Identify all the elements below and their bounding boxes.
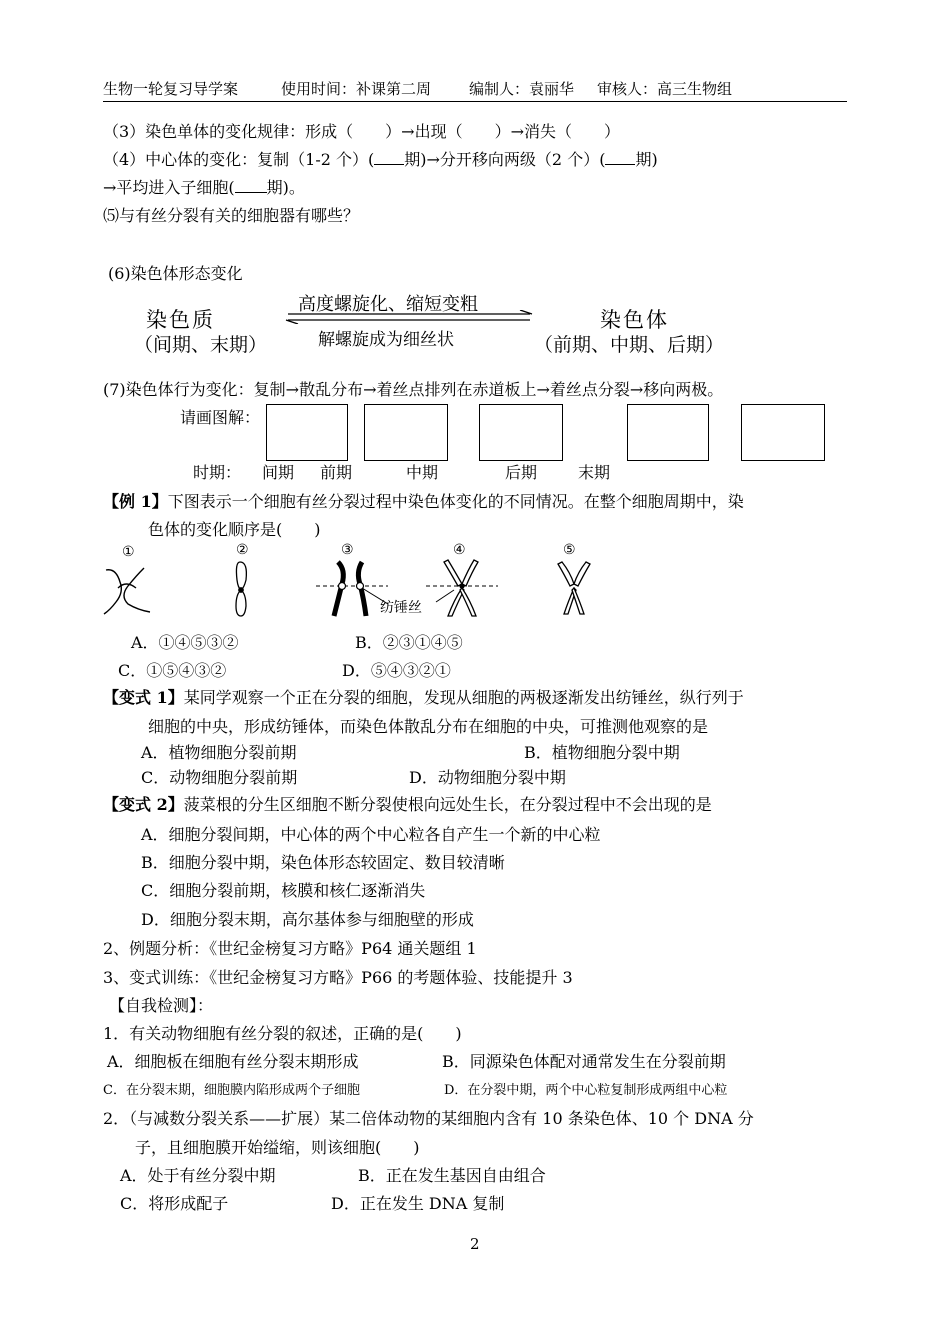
draw-box-metaphase[interactable] (479, 404, 563, 461)
example1-opt-a[interactable]: A．①④⑤③② (131, 633, 239, 652)
variant2-opt-d[interactable]: D．细胞分裂末期，高尔基体参与细胞壁的形成 (141, 910, 474, 929)
variant1-tag: 【变式 1】 (103, 688, 184, 707)
blank[interactable] (235, 178, 267, 193)
variant1-opt-a[interactable]: A．植物细胞分裂前期 (141, 743, 297, 762)
example1-stem-line1: 下图表示一个细胞有丝分裂过程中染色体变化的不同情况。在整个细胞周期中，染 (167, 492, 744, 511)
example1-opt-c[interactable]: C．①⑤④③② (118, 661, 227, 680)
example1-opt-b[interactable]: B．②③①④⑤ (355, 633, 463, 652)
blank[interactable] (374, 150, 404, 165)
variant1-opt-d[interactable]: D．动物细胞分裂中期 (409, 768, 566, 787)
item-4-part-c: 期) (635, 150, 658, 169)
blank[interactable] (605, 150, 635, 165)
draw-box-telophase[interactable] (741, 404, 825, 461)
item-4-part-d: →平均进入子细胞( (103, 178, 235, 197)
anaphase-chromosome-icon (316, 562, 388, 616)
variant2-tag: 【变式 2】 (103, 795, 184, 814)
page-number: 2 (470, 1235, 480, 1253)
item-4 (103, 147, 658, 170)
item-4-part-a: （4）中心体的变化：复制（1-2 个）( (103, 150, 375, 169)
header-editor: 编制人：袁丽华 (469, 80, 575, 98)
example1-stem-line2: 色体的变化顺序是( ) (148, 520, 321, 539)
analysis-line-3: 3、变式训练：《世纪金榜复习方略》P66 的考题体验、技能提升 3 (103, 968, 573, 987)
spindle-label: 纺锤丝 (380, 600, 422, 616)
period-telophase: 末期 (578, 463, 611, 482)
arrow-bottom-label: 解螺旋成为细丝状 (318, 330, 454, 350)
fig-label-1: ① (122, 544, 135, 560)
period-prophase: 前期 (320, 463, 353, 482)
selfcheck-q2-opt-a[interactable]: A．处于有丝分裂中期 (120, 1166, 276, 1185)
draw-box-anaphase[interactable] (627, 404, 709, 461)
item-5: ⑸与有丝分裂有关的细胞器有哪些？ (103, 206, 360, 225)
selfcheck-q1-opt-d[interactable]: D．在分裂中期，两个中心粒复制形成两组中心粒 (444, 1083, 728, 1098)
variant2-stem (103, 792, 712, 815)
period-interphase: 间期 (262, 463, 295, 482)
variant1-stem-line2: 细胞的中央，形成纺锤体，而染色体散乱分布在细胞的中央，可推测他观察的是 (148, 717, 709, 736)
draw-box-interphase[interactable] (266, 404, 348, 461)
selfcheck-q2-line2: 子，且细胞膜开始缢缩，则该细胞( ) (135, 1138, 420, 1157)
single-chromosome-icon (236, 562, 246, 616)
period-label: 时期： (193, 463, 242, 482)
x-chromosome-icon (558, 562, 590, 614)
header-subject: 生物一轮复习导学案 (103, 80, 239, 98)
example1-opt-d[interactable]: D．⑤④③②① (342, 661, 451, 680)
fig-label-3: ③ (341, 542, 354, 558)
variant2-opt-c[interactable]: C．细胞分裂前期，核膜和核仁逐渐消失 (141, 881, 426, 900)
fig-label-4: ④ (453, 542, 466, 558)
item-4-part-e: 期)。 (266, 178, 305, 197)
variant2-opt-a[interactable]: A．细胞分裂间期，中心体的两个中心粒各自产生一个新的中心粒 (141, 825, 601, 844)
item-6: (6)染色体形态变化 (108, 264, 243, 283)
draw-prompt: 请画图解： (180, 408, 261, 427)
period-anaphase: 后期 (505, 463, 538, 482)
variant1-stem (103, 685, 744, 708)
selfcheck-q1: 1．有关动物细胞有丝分裂的叙述，正确的是( ) (103, 1024, 462, 1043)
chromatin-periods: （间期、末期） (134, 334, 268, 356)
selfcheck-q2-opt-d[interactable]: D．正在发生 DNA 复制 (331, 1194, 505, 1213)
item-4-cont (103, 175, 305, 198)
selfcheck-q1-opt-a[interactable]: A．细胞板在细胞有丝分裂末期形成 (107, 1052, 359, 1071)
header-time: 使用时间：补课第二周 (281, 80, 432, 98)
selfcheck-q1-opt-b[interactable]: B．同源染色体配对通常发生在分裂前期 (442, 1052, 726, 1071)
header-divider (103, 101, 847, 102)
period-metaphase: 中期 (406, 463, 439, 482)
variant1-stem-line1: 某同学观察一个正在分裂的细胞，发现从细胞的两极逐渐发出纺锤丝，纵行列于 (183, 688, 744, 707)
item-3: （3）染色单体的变化规律：形成（ ）→出现（ ）→消失（ ） (103, 122, 620, 141)
header-reviewer: 审核人：高三生物组 (597, 80, 733, 98)
variant1-opt-c[interactable]: C．动物细胞分裂前期 (141, 768, 298, 787)
example1-tag: 【例 1】 (103, 492, 168, 511)
chromosome-figure (98, 540, 618, 624)
item-4-part-b: 期)→分开移向两级（2 个）( (404, 150, 606, 169)
selfcheck-q2-line1: 2．（与减数分裂关系——扩展）某二倍体动物的某细胞内含有 10 条染色体、10 个 DNA 分 (103, 1109, 754, 1128)
analysis-line-2: 2、例题分析：《世纪金榜复习方略》P64 通关题组 1 (103, 939, 477, 958)
item-7: (7)染色体行为变化：复制→散乱分布→着丝点排列在赤道板上→着丝点分裂→移向两极。 (103, 380, 724, 399)
variant2-opt-b[interactable]: B．细胞分裂中期，染色体形态较固定、数目较清晰 (141, 853, 505, 872)
fig-label-5: ⑤ (563, 542, 576, 558)
arrow-top-label: 高度螺旋化、缩短变粗 (298, 294, 478, 315)
double-arrow (284, 310, 534, 324)
chromosome-label: 染色体 (600, 308, 669, 332)
variant1-opt-b[interactable]: B．植物细胞分裂中期 (524, 743, 680, 762)
chromosome-periods: （前期、中期、后期） (534, 334, 725, 356)
selfcheck-q2-opt-c[interactable]: C．将形成配子 (120, 1194, 229, 1213)
selfcheck-q2-opt-b[interactable]: B．正在发生基因自由组合 (358, 1166, 546, 1185)
chromatin-thread-icon (104, 568, 150, 614)
chromatin-label: 染色质 (146, 308, 215, 332)
draw-box-prophase[interactable] (364, 404, 448, 461)
selfcheck-title: 【自我检测】： (109, 996, 214, 1015)
metaphase-chromosome-icon (426, 560, 498, 616)
example1-stem (103, 489, 744, 512)
variant2-stem-text: 菠菜根的分生区细胞不断分裂使根向远处生长，在分裂过程中不会出现的是 (183, 795, 712, 814)
selfcheck-q1-opt-c[interactable]: C．在分裂末期，细胞膜内陷形成两个子细胞 (103, 1083, 360, 1098)
fig-label-2: ② (236, 542, 249, 558)
